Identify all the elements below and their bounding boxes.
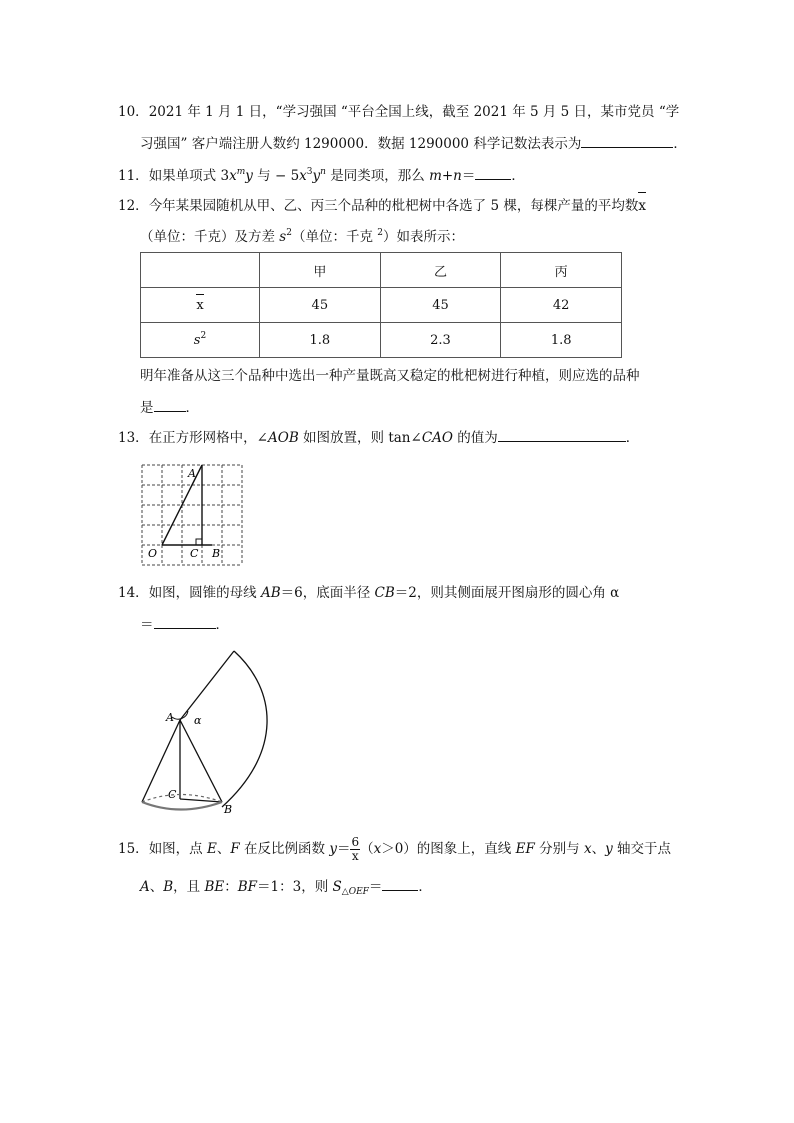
q15-answer-blank[interactable] — [382, 876, 418, 891]
q14-line2: ＝ ． — [140, 614, 229, 635]
q12-after1: 明年准备从这三个品种中选出一种产量既高又稳定的枇杷树进行种植，则应选的品种 — [140, 368, 640, 384]
q10-line1: 10．2021 年 1 月 1 日，“学习强国 “平台全国上线，截至 2021 年 5 月 5 日，某市党员 “学 — [118, 104, 680, 120]
q15-line1: 15．如图，点 E、F 在反比例函数 y＝ $\frac{6}{x}$ （x＞0）的图象上，直线 EF 分别与 x、y 轴交于点 — [118, 835, 671, 863]
label-b: B — [212, 547, 221, 560]
yield-table — [140, 252, 622, 358]
label-c: C — [190, 547, 199, 560]
q14-cone-figure — [130, 645, 290, 820]
label-a: A — [166, 711, 174, 724]
q15-line2: A、B，且 BE：BF＝1：3，则 $S_{\triangle OEF}=$ ． — [140, 876, 432, 897]
table-header-row: 甲 乙 丙 — [141, 253, 622, 288]
mean-symbol: x — [638, 198, 646, 214]
q14-answer-blank[interactable] — [154, 614, 216, 629]
base-front — [142, 802, 222, 810]
q14-line1: 14．如图，圆锥的母线 AB＝6，底面半径 CB＝2，则其侧面展开图扇形的圆心角 α — [118, 585, 620, 601]
q12-line1: 12．今年某果园随机从甲、乙、丙三个品种的枇杷树中各选了 5 棵，每棵产量的平均数x — [118, 198, 646, 214]
base-radius — [180, 799, 222, 802]
table-row-mean: x 45 45 42 — [141, 288, 622, 323]
sector-edge — [180, 651, 234, 720]
label-o: O — [148, 547, 158, 560]
table-row-variance: $s^2$ 1.8 2.3 1.8 — [141, 323, 622, 358]
q13-answer-blank[interactable] — [498, 427, 626, 442]
cone — [142, 720, 222, 810]
q11-answer-blank[interactable] — [475, 165, 511, 180]
q11-line: 11．如果单项式 $3x^my$ 与 − $5x^3y^n$ 是同类项，那么 m+n＝ ． — [118, 167, 525, 184]
right-angle-mark — [196, 539, 202, 545]
q12-line2: （单位：千克）及方差 $s^2$（单位：千克 $^2$）如表所示： — [140, 228, 464, 245]
label-c: C — [168, 788, 177, 801]
sector-arc — [222, 651, 267, 807]
q13-grid-figure — [138, 460, 248, 568]
q12-answer-blank[interactable] — [154, 397, 186, 412]
cone-right-edge — [180, 720, 222, 802]
sector — [180, 651, 267, 807]
fraction-6-over-x: $\frac{6}{x}$ — [351, 835, 360, 863]
q10-answer-blank[interactable] — [581, 133, 673, 148]
q12-after2: 是 ． — [140, 397, 199, 418]
label-b: B — [224, 803, 233, 816]
q10-line2: 习强国” 客户端注册人数约 1290000．数据 1290000 科学记数法表示为 ． — [140, 133, 687, 154]
q13-line: 13．在正方形网格中，∠AOB 如图放置，则 tan∠CAO 的值为 ． — [118, 427, 639, 448]
label-alpha: α — [194, 714, 202, 727]
label-a: A — [188, 467, 196, 480]
